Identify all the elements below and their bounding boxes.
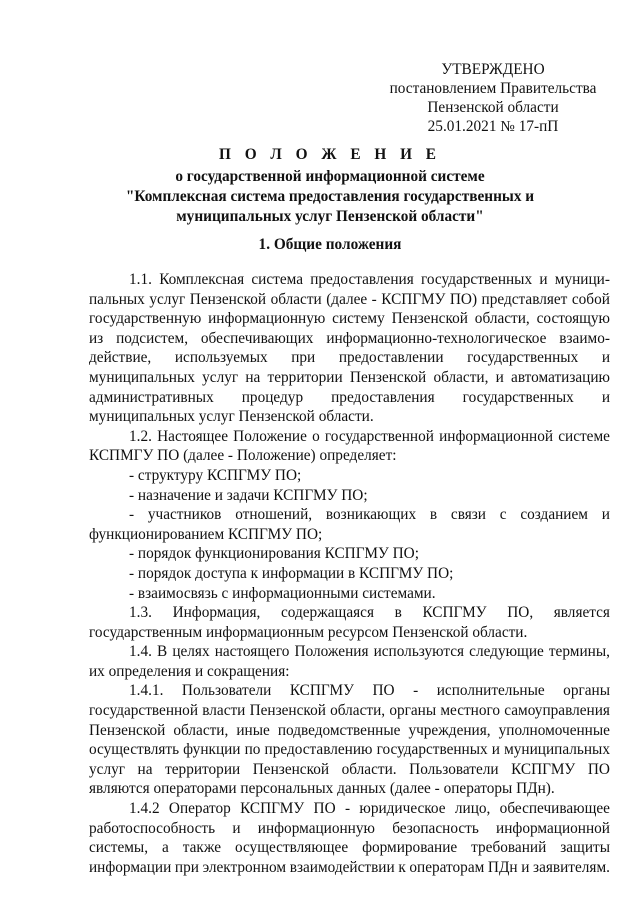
word: функции (183, 741, 241, 759)
word: КСПГМУ (381, 290, 446, 308)
word: Положение (233, 427, 307, 445)
word: В (157, 643, 168, 661)
word: услуг (202, 368, 239, 386)
word: Оператор (168, 800, 231, 818)
word: операторам (409, 858, 485, 876)
word: 1.4.1. (129, 682, 164, 700)
text-line (89, 348, 610, 368)
text-line (89, 290, 610, 310)
word: и (601, 506, 610, 524)
word: систему (332, 310, 385, 328)
word: обеспечивающих (200, 329, 314, 347)
word: государственных (376, 741, 488, 759)
text-line (89, 760, 610, 780)
word: и (495, 368, 504, 386)
text-line: - порядок функционирования КСПГМУ ПО; (129, 545, 419, 563)
word: исполнительные (436, 682, 545, 700)
word: области. (341, 760, 397, 778)
approval-line: постановлением Правительства (389, 80, 597, 97)
word: уполномоченные (498, 721, 610, 739)
text-line (89, 642, 610, 662)
word: ПО) (449, 290, 478, 308)
word: при (174, 858, 199, 876)
word: КСПГМУ (422, 604, 487, 622)
text-line: являются операторами персональных данных (далее - операторы ПДн). (89, 780, 555, 798)
word: используются (373, 643, 465, 661)
word: в (394, 604, 402, 622)
word: Пользователи (181, 682, 272, 700)
word: также (182, 839, 221, 857)
word: Настоящее (157, 427, 228, 445)
word: государственной (89, 702, 199, 720)
word: Пензенской (89, 721, 166, 739)
word: из (89, 329, 104, 347)
text-line (89, 701, 610, 721)
approval-stamp (368, 60, 618, 136)
word: заявителям. (533, 858, 610, 876)
text-line (89, 799, 610, 819)
word: власти (202, 702, 246, 720)
word: и (491, 741, 500, 759)
word: связи (450, 506, 486, 524)
text-line: - взаимосвязь с информационными системами. (129, 584, 436, 602)
word: органы (563, 682, 610, 700)
word: - (344, 800, 351, 818)
word: Положения (294, 643, 369, 661)
word: информационной (496, 819, 610, 837)
word: лицо, (454, 800, 491, 818)
word: с (499, 506, 507, 524)
text-line (89, 721, 610, 741)
word: системе (558, 427, 610, 445)
text-line (89, 681, 610, 701)
word: информации (89, 858, 172, 876)
word: системы, (89, 839, 149, 857)
word: области, (330, 702, 386, 720)
word: используемых (174, 349, 268, 367)
word: Пензенской (391, 310, 468, 328)
word: в (429, 506, 438, 524)
word: области, (433, 368, 489, 386)
word: возникающих (325, 506, 417, 524)
word: взаимо- (559, 329, 610, 347)
word: взаимодействии (289, 858, 395, 876)
text-line (89, 819, 610, 839)
word: требований (471, 839, 547, 857)
word: территории (165, 760, 241, 778)
word: информационную (208, 310, 326, 328)
word: при (291, 349, 316, 367)
text-line (89, 309, 610, 329)
word: работоспособность (89, 819, 216, 837)
word: электронном (202, 858, 287, 876)
document-body (89, 270, 610, 877)
text-line: государственным информационным ресурсом Пензенской области. (89, 623, 528, 641)
text-line: функционированием КСПГМУ ПО; (89, 525, 323, 543)
title-main: П О Л О Ж Е Н И Е (218, 146, 441, 163)
word: муници- (554, 271, 610, 288)
word: осуществлять (89, 741, 180, 759)
text-line: - назначение и задачи КСПГМУ ПО; (129, 486, 368, 504)
word: территории (267, 368, 343, 386)
text-line: муниципальных услуг Пензенской области. (89, 408, 374, 426)
word: отношений, (235, 506, 313, 524)
word: предоставления (331, 388, 435, 406)
word: 1.1. (129, 271, 152, 288)
text-line (89, 270, 610, 290)
word: государственную (89, 310, 202, 328)
word: является (553, 604, 610, 622)
word: ПО (372, 682, 395, 700)
word: КСПГМУ (240, 800, 305, 818)
word: муниципальных (504, 741, 610, 759)
word: пальных (89, 290, 145, 308)
word: учреждения, (408, 721, 491, 739)
word: автоматизацию (511, 368, 610, 386)
title-line: "Комплексная система предоставления государственных и (125, 188, 535, 205)
text-line (89, 388, 610, 408)
word: система (251, 271, 303, 288)
word: государственных (467, 349, 579, 367)
word: услуг (89, 760, 125, 778)
section-heading: 1. Общие положения (258, 236, 402, 253)
word: и (232, 819, 241, 837)
word: информационную (257, 819, 375, 837)
word: содержащаяся (280, 604, 374, 622)
word: термины, (548, 643, 610, 661)
word: предоставлению (264, 741, 373, 759)
word: и (521, 858, 530, 876)
word: 1.3. (129, 604, 152, 622)
word: административных (89, 388, 214, 406)
word: информационно-технологическое (326, 329, 547, 347)
approval-line: УТВЕРЖДЕНО (441, 61, 545, 78)
text-line (89, 858, 610, 878)
word: области (270, 290, 322, 308)
word: Пензенской (189, 290, 267, 308)
word: государственной (324, 427, 434, 445)
word: информационной (439, 427, 554, 445)
title-line: муниципальных услуг Пензенской области" (176, 208, 484, 225)
word: предоставления (310, 271, 414, 288)
word: обеспечивающее (499, 800, 610, 818)
approval-line: 25.01.2021 № 17-пП (427, 118, 559, 135)
text-line (89, 838, 610, 858)
word: - (371, 290, 377, 308)
word: ПДн (487, 858, 518, 876)
approval-line: Пензенской области (427, 99, 559, 116)
word: Пензенской (249, 702, 326, 720)
text-line: их определения и сокращения: (89, 662, 290, 680)
text-line (89, 329, 610, 349)
word: ПО, (507, 604, 534, 622)
text-line (89, 740, 610, 760)
word: представляет (481, 290, 568, 308)
word: местного (440, 702, 501, 720)
text-line (89, 603, 610, 623)
word: услуг (149, 290, 186, 308)
word: 1.4. (129, 643, 152, 661)
word: а (161, 839, 169, 857)
word: процедур (241, 388, 304, 406)
word: защиты (560, 839, 610, 857)
word: самоуправления (504, 702, 610, 720)
text-line: - структуру КСПГМУ ПО; (129, 466, 302, 484)
document-title (80, 145, 580, 227)
word: (далее (326, 290, 368, 308)
word: на (137, 760, 153, 778)
word: следующие (469, 643, 544, 661)
word: государственных (421, 271, 533, 288)
text-line: КСПМГУ ПО (далее - Положение) определяет: (89, 447, 397, 465)
word: 1.2. (129, 427, 152, 445)
text-line (89, 427, 610, 447)
title-line: о государственной информационной системе (175, 168, 485, 185)
word: - (413, 682, 419, 700)
word: безопасность (392, 819, 479, 837)
word: созданием (520, 506, 588, 524)
word: юридическое (359, 800, 446, 818)
word: по (244, 741, 261, 759)
word: и (539, 271, 548, 288)
word: о (312, 427, 320, 445)
word: муниципальных (89, 368, 195, 386)
text-line (89, 368, 610, 388)
word: и (601, 388, 610, 406)
text-line: - порядок доступа к информации в КСПГМУ ПО; (129, 564, 454, 582)
text-line (89, 505, 610, 525)
word: действие, (89, 349, 152, 367)
word: Пользователи (409, 760, 499, 778)
word: КСПГМУ (289, 682, 354, 700)
word: формирование (362, 839, 458, 857)
word: на (245, 368, 261, 386)
word: Комплексная (159, 271, 245, 288)
word: собой (571, 290, 610, 308)
word: состоящую (536, 310, 610, 328)
word: области, (474, 310, 530, 328)
word: Пензенской (349, 368, 427, 386)
word: предоставлении (338, 349, 444, 367)
word: ПО (587, 760, 610, 778)
word: целях (172, 643, 210, 661)
word: Пензенской (252, 760, 330, 778)
word: к (398, 858, 406, 876)
word: ПО (313, 800, 336, 818)
word: КСПГМУ (511, 760, 576, 778)
word: - (129, 506, 135, 524)
word: участников (147, 506, 222, 524)
word: государственных (462, 388, 574, 406)
word: Информация, (172, 604, 261, 622)
word: и (601, 349, 610, 367)
word: осуществляющее (234, 839, 349, 857)
word: органы (389, 702, 437, 720)
word: подсистем, (116, 329, 189, 347)
word: настоящего (214, 643, 290, 661)
word: 1.4.2 (129, 800, 160, 818)
word: области, (173, 721, 229, 739)
word: иные (236, 721, 270, 739)
word: подведомственные (277, 721, 401, 739)
